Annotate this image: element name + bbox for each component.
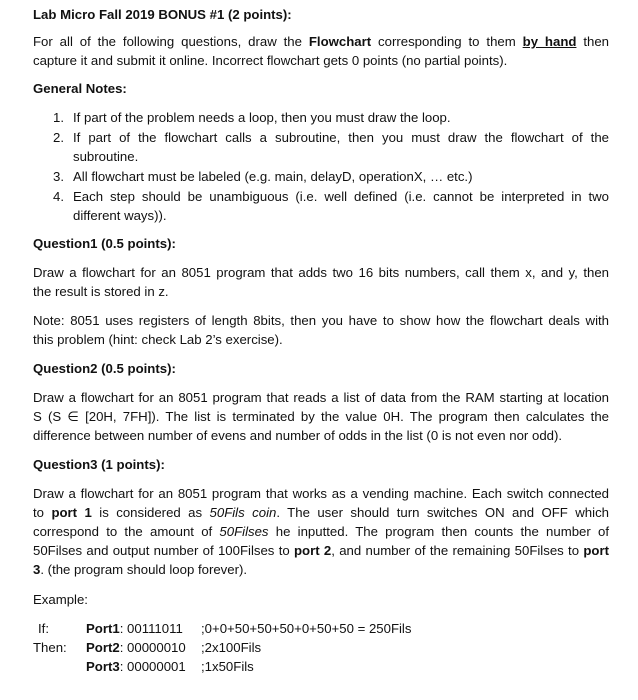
q1-para2-line1: Note: 8051 uses registers of length 8bits, then you have to show how the flowchart deals with bbox=[33, 313, 609, 328]
example-if-label: If: bbox=[38, 621, 49, 636]
q3-line3 bbox=[33, 522, 609, 541]
port-value: : 00000010 bbox=[119, 640, 186, 655]
intro-line-2: capture it and submit it online. Incorrect flowchart gets 0 points (no partial points). bbox=[33, 53, 508, 68]
port-label: Port2 bbox=[86, 640, 120, 655]
note-1-num: 1. bbox=[53, 110, 64, 125]
intro-flowchart-bold: Flowchart bbox=[308, 34, 372, 49]
example-row-port2 bbox=[86, 638, 186, 657]
port-value: : 00000001 bbox=[119, 659, 186, 674]
q1-para1-line1: Draw a flowchart for an 8051 program that adds two 16 bits numbers, call them x, and y, then bbox=[33, 265, 609, 280]
intro-by-hand: by hand bbox=[522, 34, 577, 49]
q3-line4 bbox=[33, 541, 609, 560]
q3-port1-bold: port 1 bbox=[51, 505, 92, 520]
q1-para1-line2: the result is stored in z. bbox=[33, 284, 169, 299]
q2-line3: difference between number of evens and number of odds in the list (0 is not even nor odd). bbox=[33, 428, 563, 443]
note-2-text-cont: subroutine. bbox=[73, 149, 139, 164]
note-4-num: 4. bbox=[53, 189, 64, 204]
page-title: Lab Micro Fall 2019 BONUS #1 (2 points): bbox=[33, 7, 292, 22]
note-2-num: 2. bbox=[53, 130, 64, 145]
example-row-port3-comment: ;1x50Fils bbox=[201, 659, 254, 674]
q3-text: to bbox=[33, 505, 52, 520]
q1-heading: Question1 (0.5 points): bbox=[33, 236, 176, 251]
intro-text: For all of the following questions, draw the bbox=[33, 34, 309, 49]
q3-port3-bold: 3 bbox=[33, 562, 41, 577]
intro-text-mid: corresponding to them bbox=[371, 34, 523, 49]
q3-text: . The user should turn switches ON and OFF which bbox=[276, 505, 609, 520]
note-1-text: If part of the problem needs a loop, then you must draw the loop. bbox=[73, 110, 451, 125]
note-4-text: Each step should be unambiguous (i.e. well defined (i.e. cannot be interpreted in two bbox=[73, 189, 609, 204]
intro-line-1 bbox=[33, 32, 609, 51]
q2-line2: S (S ∈ [20H, 7FH]). The list is terminated by the value 0H. The program then calculates the bbox=[33, 409, 609, 424]
q3-port-bold: port bbox=[583, 543, 609, 558]
general-notes-heading: General Notes: bbox=[33, 81, 127, 96]
q3-text: , and number of the remaining 50Filses to bbox=[331, 543, 584, 558]
example-row-port1 bbox=[86, 619, 183, 638]
example-heading: Example: bbox=[33, 592, 88, 607]
q3-port2-bold: port 2 bbox=[294, 543, 332, 558]
note-4-text-cont: different ways)). bbox=[73, 208, 167, 223]
q3-filses-italic: 50Filses bbox=[219, 524, 269, 539]
q3-heading: Question3 (1 points): bbox=[33, 457, 165, 472]
q3-line2 bbox=[33, 503, 609, 522]
q3-line1: Draw a flowchart for an 8051 program that works as a vending machine. Each switch connected bbox=[33, 486, 609, 501]
port-label: Port3 bbox=[86, 659, 120, 674]
q3-line5 bbox=[33, 560, 247, 579]
port-value: : 00111011 bbox=[119, 621, 183, 636]
example-row-port2-comment: ;2x100Fils bbox=[201, 640, 262, 655]
note-3-num: 3. bbox=[53, 169, 64, 184]
note-2-text: If part of the flowchart calls a subroutine, then you must draw the flowchart of the bbox=[73, 130, 609, 145]
example-row-port1-comment: ;0+0+50+50+50+0+50+50 = 250Fils bbox=[201, 621, 412, 636]
q1-para2-line2: this problem (hint: check Lab 2’s exercise). bbox=[33, 332, 283, 347]
q3-text: is considered as bbox=[91, 505, 210, 520]
q2-line1: Draw a flowchart for an 8051 program that reads a list of data from the RAM starting at location bbox=[33, 390, 609, 405]
q3-text: he inputted. The program then counts the number of bbox=[268, 524, 609, 539]
port-label: Port1 bbox=[86, 621, 120, 636]
q3-text: . (the program should loop forever). bbox=[40, 562, 248, 577]
intro-text-end: then bbox=[576, 34, 610, 49]
q2-heading: Question2 (0.5 points): bbox=[33, 361, 176, 376]
q3-text: 50Filses and output number of 100Filses to bbox=[33, 543, 294, 558]
q3-text: correspond to the amount of bbox=[33, 524, 220, 539]
example-then-label: Then: bbox=[33, 640, 67, 655]
note-3-text: All flowchart must be labeled (e.g. main, delayD, operationX, … etc.) bbox=[73, 169, 473, 184]
q3-coin-italic: 50Fils coin bbox=[209, 505, 277, 520]
example-row-port3 bbox=[86, 657, 186, 676]
